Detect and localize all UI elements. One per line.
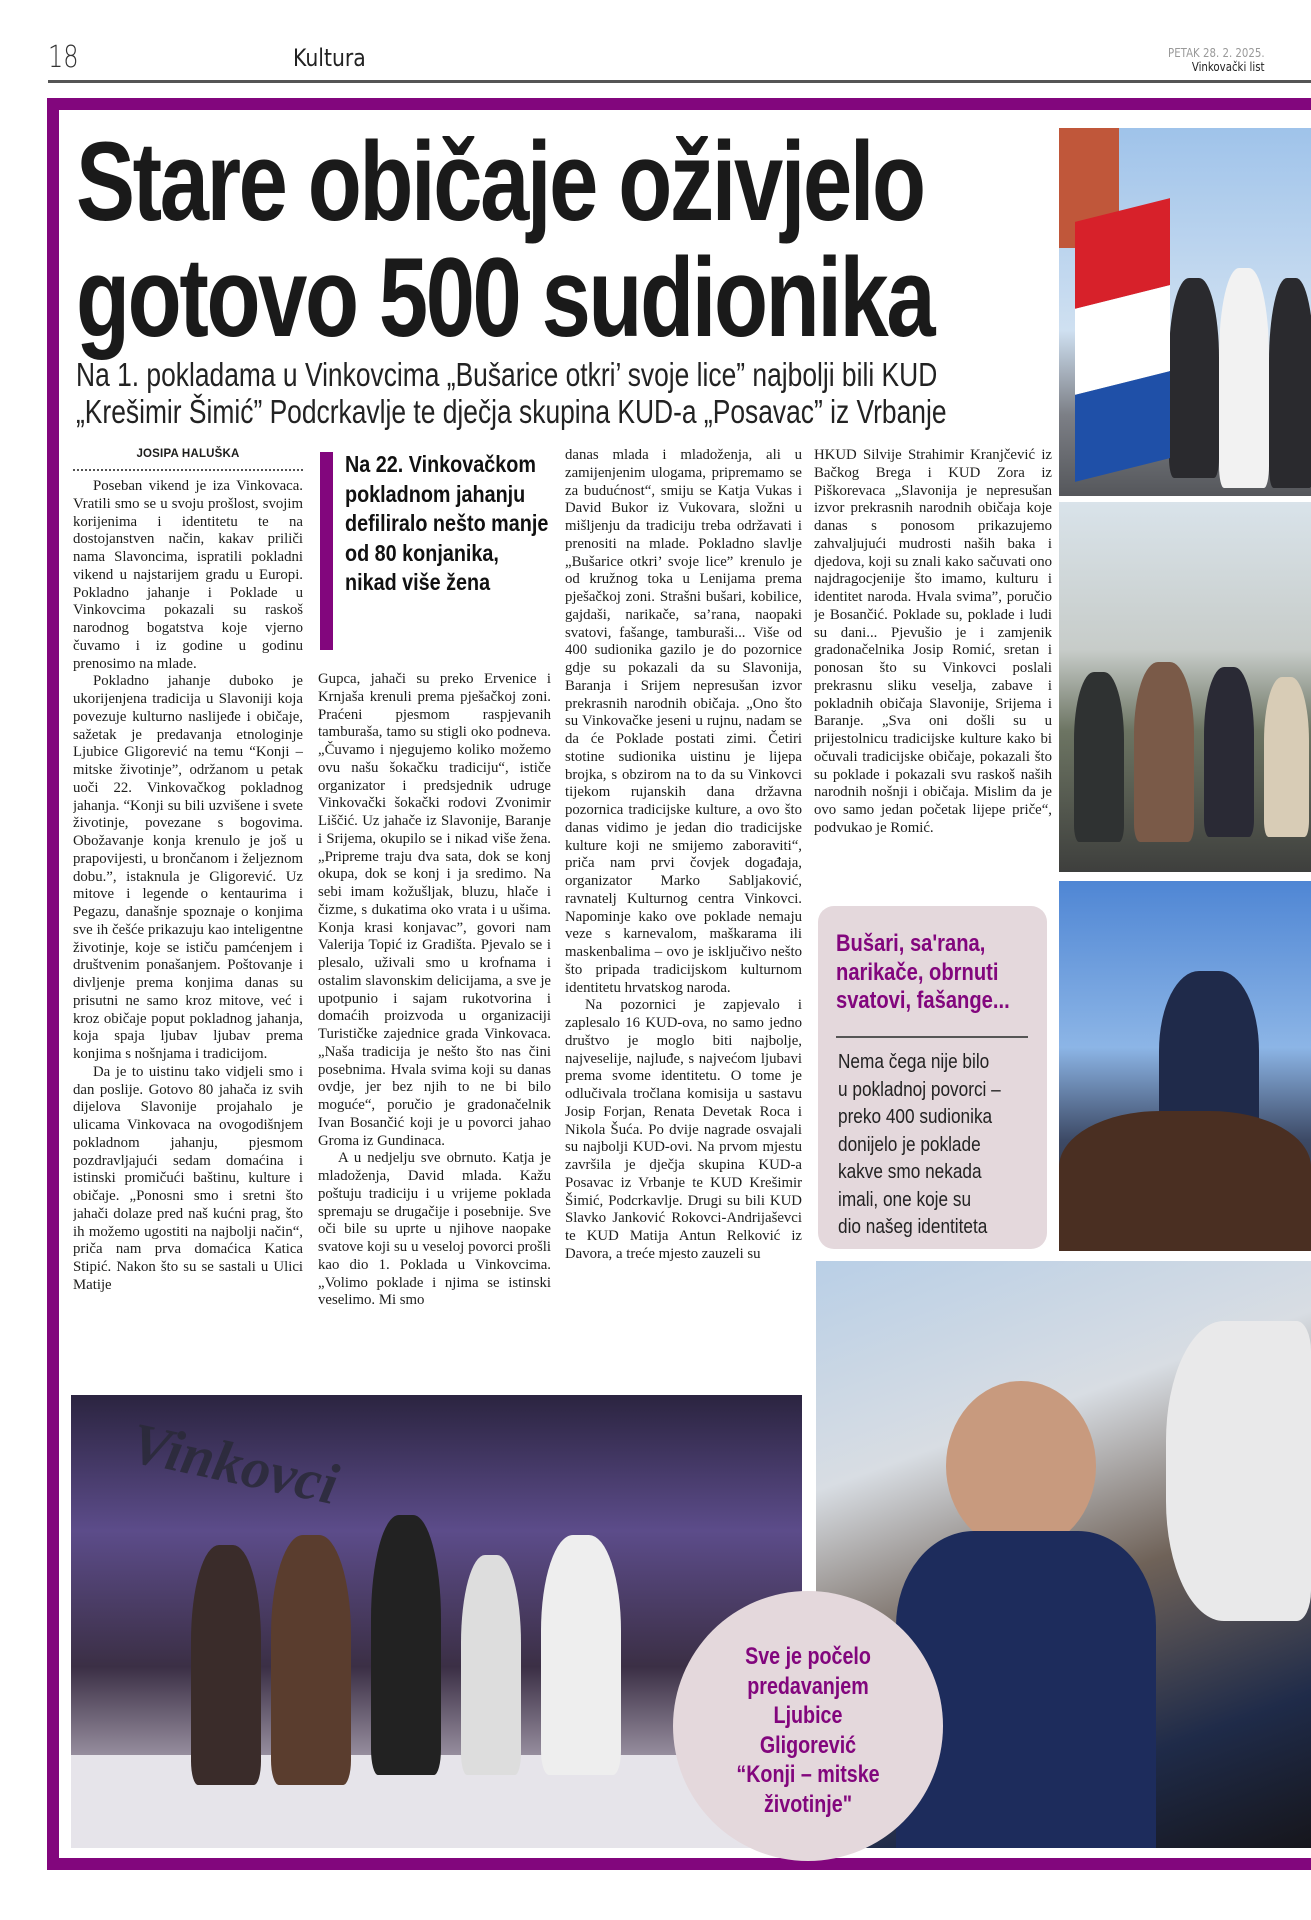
paragraph: A u nedjelju sve obrnuto. Katja je mladoženja, David mlada. Kažu poštuju tradiciju i u vrijeme poklada spremaju se drugačije i posebnije. Sve oči bile su uprte u njihove naopake svatove koji su u veseloj povorci prošli kao dio 1. Poklada u Vinkovcima. „Volimo poklade i njima se istinski veselimo. Mi smo [318,1150,551,1309]
person [191,1545,261,1785]
subheadline-line: Na 1. pokladama u Vinkovcima „Bušarice otkri’ svoje lice” najbolji bili KUD [76,356,938,393]
croatian-flag [1075,198,1170,482]
horse [1166,1321,1311,1621]
sidebar-heading: Bušari, sa'rana, narikače, obrnuti svatovi, fašange... [836,930,1010,1014]
headline [76,119,1103,360]
frame-bottom [47,1858,1311,1870]
callout-line: “Konji – mitske [736,1761,880,1788]
person [541,1535,621,1775]
person [271,1535,351,1785]
person [1074,672,1124,842]
person [1219,268,1269,488]
headline-line: gotovo 500 sudionika [76,235,934,360]
paragraph: Pokladno jahanje duboko je ukorijenjena tradicija u Slavoniji koja povezuje kulturno naslijeđe i običaje, sažetak je predavanja etnologinje Ljubice Gligorević na temu “Konji – mitske životinje”, održanom u petak uoči 22. Vinkovačkog pokladnog jahanja. “Konji su bili uzvišene i svete životinje, povezane s bogovima. Obožavanje konja krenulo je još u prapovijesti, u brončanom i željeznom dobu.”, istaknula je Gligorević. Uz mitove i legende o kentaurima i Pegazu, današnje spoznaje o konjima sve ih češće prikazuju kao inteligentne životinje, koje se ističu pamćenjem i društvenim ponašanjem. Poštovanje i divljenje prema konjima danas su prisutni ne samo kroz mitove, već i kroz običaje poput pokladnog jahanja, koja spaja ljubav ljubav prema konjima s nošnjama i tradicijom. [73,673,303,1062]
byline-divider [73,469,303,471]
paragraph: Da je to uistinu tako vidjeli smo i dan poslije. Gotovo 80 jahača iz svih dijelova Slavonije projahalo je ulicama Vinkovaca na ovogodišnjem pokladnom jahanju, pjesmom pozdravljajući sedam domaćina i istinski promičući baštinu, kulture i običaje. „Ponosni smo i sretni što jahači dolaze pred naš kućni prag, što ih možemo ugostiti na najbolji način“, priča nam prva domaćica Katica Stipić. Nakon što su se sastali u Ulici Matije [73,1063,303,1293]
callout-line: Gligorević [759,1731,857,1759]
article-column-2 [318,671,551,1383]
paragraph: danas mlada i mladoženja, ali u zamijenjenim ulogama, pripremamo se za budućnost“, smiju se Katja Vukas i David Bukor iz Vukovara, složni u mišljenju da tradiciju treba održavati i prenositi na mlade. Pokladno slavlje „Bušarice otkri’ svoje lice” krenulo je od kružnog toka u Lenijama prema pješačkoj zoni. Strašni bušari, kobilice, gajdaši, narikače, sa’rana, naopaki svatovi, fašange, tamburaši... Više od 400 sudionika gazilo je do pozornice gdje su pokazali da su Slavonija, Baranja i Srijem nepresušan izvor prekrasnih narodnih običaja. „Ono što su Vinkovačke jeseni u rujnu, nadam se da će Poklade postati zimi. Četiri stotine sudionika uistinu je lijepa brojka, s obzirom na to da su Vinkovci tijekom rujanskih dana državna pozornica tradicijske kulture, a ovo što danas vidimo je jedan dio tradicijske kulture koji ne smijemo zaboraviti“, priča nam prvi čovjek događaja, organizator Marko Sabljaković, ravnatelj Kulturnog centra Vinkovci. Napominje kako ove poklade nemaju veze s karnevalom, maškarama ili maskenbalima – ovo je isključivo nešto što pripada tradicijskom kulturnom identitetu hrvatskog naroda. [565,447,802,996]
issue-date: PETAK 28. 2. 2025. [1168,46,1265,60]
publication-name: Vinkovački list [1192,60,1265,74]
paragraph: HKUD Silvije Strahimir Kranjčević iz Bačkog Brega i KUD Zora iz Piškorevaca „Slavonija je nepresušan izvor prekrasnih narodnih običaja koje danas s ponosom prikazujemo zahvaljujući mudrosti naših baka i djedova, koji su znali kako sačuvati ono najdragocjenije što imamo, kulturu i identitet naroda. Hvala svima”, poručio je Bosančić. Poklade su, poklade i ludi su dani... Pjevušio je i zamjenik gradonačelnika Josip Romić, sretan i ponosan što su Vinkovci poslali prekrasnu sliku veselja, zabave i pokladnih običaja Slavonije, Srijema i Baranje. „Sva oni došli su u prijestolnicu tradicijske kulture kako bi očuvali tradicijske običaje, pokazali što su poklade i pokazali svu raskoš naših narodnih nošnji i običaja. Mislim da je ovo samo jedan početak lijepe priče“, podvukao je Romić. [814,447,1052,836]
article-column-3 [565,447,802,1383]
paragraph: Gupca, jahači su preko Ervenice i Krnjaša krenuli prema pješačkoj zoni. Praćeni pjesmom raspjevanih tamburaša, tamo su stigli oko podneva. „Čuvamo i njegujemo koliko možemo ovu našu šokačku tradiciju“, ističe organizator i predsjednik udruge Vinkovački šokački rodovi Zvonimir Liščić. Uz jahače iz Slavonije, Baranje i Srijema, okupilo se i nikad više žena. „Pripreme traju dva sata, dok se konj okupa, dok se konj i ja sredimo. Na sebi imam kožušljak, bluzu, hlače i čizme, s dukatima oko vrata i u ušima. Konja krasi konjavac”, govori nam Valerija Topić iz Gradišta. Pjevalo se i plesalo, uživali smo u krofnama i ostalim slavonskim delicijama, a sve je upotpunio i sajam rukotvorina i domaćih proizvoda u organizaciji Turističke zajednice grada Vinkovaca. „Naša tradicija je nešto što nas čini posebnima. Hvala svima koji su danas ovdje, jer bez njih to ne bi bilo moguće“, poručio je gradonačelnik Ivan Bosančić koji je u povorci jahao Groma iz Gundinaca. [318,671,551,1149]
callout-line: životinje" [763,1790,853,1818]
sidebar-line: donijelo je poklade [838,1132,981,1156]
callout-line: Ljubice [773,1702,843,1729]
person [1269,278,1311,488]
sidebar-body [838,1048,1031,1241]
paragraph: Na pozornici je zapjevalo i zaplesalo 16 KUD-ova, no samo jedno društvo je moglo biti najbolje, najveselije, najluđe, s najvećom ljubavi prema svome identitetu. O tome je odlučivala tročlana komisija u sastavu Josip Forjan, Renata Devetak Roca i Nikola Šuća. Po dvije nagrade osvajali su najbolji KUD-ovi. Na prvom mjestu završila je dječja skupina KUD-a Posavac iz Vrbanje te KUD Krešimir Šimić, Podcrkavlje. Drugi su bili KUD Slavko Janković Rokovci-Andrijaševci te KUD Matija Antun Relković iz Davora, a treće mjesto zauzeli su [565,997,802,1262]
sidebar-line: u pokladnoj povorci – [838,1077,1001,1101]
deck-accent-bar [320,452,333,650]
callout-line: Sve je počelo [745,1643,871,1670]
person [461,1555,521,1775]
paragraph: Poseban vikend je iza Vinkovaca. Vratili smo se u svoju prošlost, svojim korijenima i identitetu te na dostojanstven način, kakav priliči nama Slavoncima, ispratili pokladni vikend u najstarijem gradu u Europi. Pokladno jahanje i Poklade u Vinkovcima pokazali su raskoš narodnog bogatstva koje vjerno čuvamo i iz godine u godinu prenosimo na mlade. [73,478,303,672]
article-column-1 [73,478,303,1383]
subheadline-line: „Krešimir Šimić” Podcrkavlje te dječja skupina KUD-a „Posavac” iz Vrbanje [76,393,947,430]
subheadline [76,356,1036,430]
circle-callout-text [673,1642,943,1819]
byline: JOSIPA HALUŠKA [136,448,240,460]
callout-line: predavanjem [747,1672,869,1700]
frame-left [47,98,59,1870]
person [1204,667,1254,837]
section-name: Kultura [293,44,366,72]
face [946,1381,1096,1551]
sidebar-line: imali, one koje su [838,1187,972,1211]
sidebar-line: Nema čega nije bilo [838,1050,990,1073]
stage-sign: Vinkovci [125,1409,344,1518]
sidebar-line: kakve smo nekada [838,1160,982,1183]
deck-text: Na 22. Vinkovačkom pokladnom jahanju defiliralo nešto manje od 80 konjanika, nikad više žena [345,451,549,595]
article-column-4 [814,447,1052,883]
frame-top [47,98,1311,110]
photo-rider [1059,881,1311,1251]
horse [1059,1111,1311,1251]
sidebar-divider [836,1036,1028,1038]
person [1264,677,1309,837]
sidebar-line: dio našeg identiteta [838,1215,988,1238]
person [1134,662,1194,842]
header-rule [48,80,1311,83]
photo-musicians [1059,502,1311,872]
headline-line: Stare običaje oživjelo [76,119,924,244]
person [371,1515,441,1775]
page-number: 18 [48,40,79,75]
person [1169,278,1219,478]
sidebar-line: preko 400 sudionika [838,1105,993,1128]
